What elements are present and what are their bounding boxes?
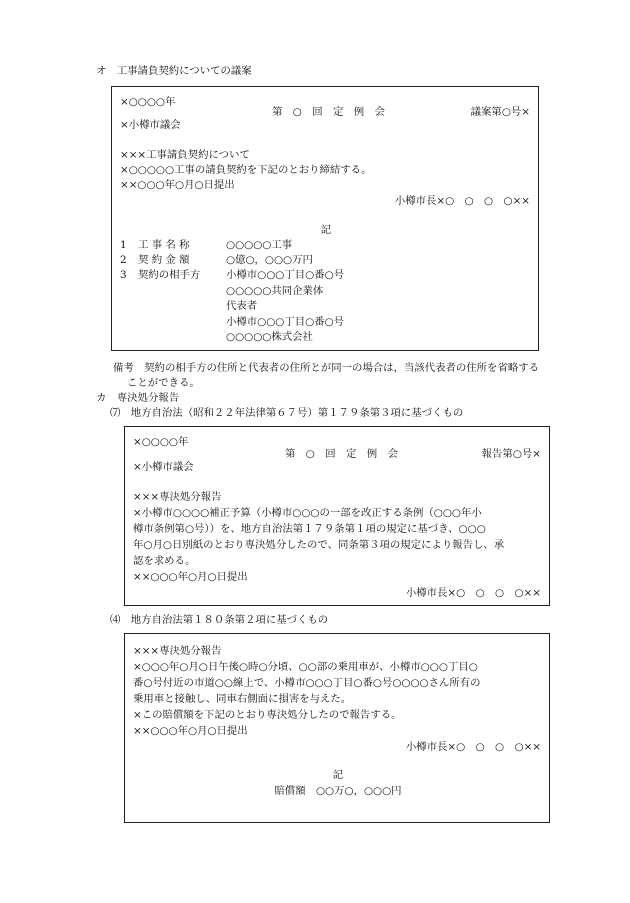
agenda-ki: 記 xyxy=(320,224,332,236)
agenda-partner-line: 代表者 xyxy=(226,300,258,312)
agenda-item-2-value: ○億○，○○○万円 xyxy=(226,254,313,266)
report2-subject: ×××専決処分報告 xyxy=(133,645,222,657)
report-box-1 xyxy=(124,426,550,606)
report1-signature: 小樽市長×○ ○ ○ ○×× xyxy=(405,587,541,599)
agenda-signature: 小樽市長×○ ○ ○ ○×× xyxy=(394,195,530,207)
report1-submitted: ××○○○年○月○日提出 xyxy=(133,571,248,583)
note-line-2: ことができる。 xyxy=(127,377,200,389)
report1-line: ×小樽市○○○○補正予算（小樽市○○○の一部を改正する条例（○○○年小 xyxy=(133,507,482,519)
report2-line: ×この賠償額を下記のとおり専決処分したので報告する。 xyxy=(133,709,402,721)
report2-line: 乗用車と接触し、同車右側面に損害を与えた。 xyxy=(133,693,352,705)
agenda-council: ×小樽市議会 xyxy=(120,119,181,131)
report1-date: ×○○○○年 xyxy=(133,436,189,448)
agenda-partner-line: 小樽市○○○丁目○番○号 xyxy=(226,316,345,328)
agenda-item-2-label: 契 約 金 額 xyxy=(138,254,190,266)
subsection-2-heading: ⑷ 地方自治法第１８０条第２項に基づくもの xyxy=(110,614,329,626)
agenda-item-3-value: 小樽市○○○丁目○番○号 xyxy=(226,269,345,281)
agenda-date: ×○○○○年 xyxy=(120,96,176,108)
report1-council: ×小樽市議会 xyxy=(133,461,194,473)
agenda-box xyxy=(111,86,539,351)
agenda-item-1-value: ○○○○○工事 xyxy=(226,239,293,251)
agenda-partner-line: ○○○○○共同企業体 xyxy=(226,285,324,297)
agenda-item-3-label: 契約の相手方 xyxy=(138,269,201,281)
agenda-partner-line: ○○○○○株式会社 xyxy=(226,331,313,343)
report1-session: 第 ○ 回 定 例 会 xyxy=(285,448,398,460)
report1-line: 年○月○日別紙のとおり専決処分したので、同条第３項の規定により報告し、承 xyxy=(133,539,505,551)
report1-line: 認を求める。 xyxy=(133,555,196,567)
report2-line: 番○号付近の市道○○線上で、小樽市○○○丁目○番○号○○○○さん所有の xyxy=(133,677,481,689)
agenda-number: 議案第○号× xyxy=(470,106,530,118)
report2-ki: 記 xyxy=(332,769,344,781)
note-line-1: 備考 契約の相手方の住所と代表者の住所とが同一の場合は，当該代表者の住所を省略する xyxy=(113,362,540,374)
agenda-session: 第 ○ 回 定 例 会 xyxy=(272,106,385,118)
report1-line: 樽市条例第○号））を、地方自治法第１７９条第１項の規定に基づき、○○○ xyxy=(133,523,486,535)
agenda-submitted: ××○○○年○月○日提出 xyxy=(120,179,235,191)
report2-amount: 賠償額 ○○万○，○○○円 xyxy=(274,785,402,797)
agenda-item-1-no: 1 xyxy=(120,239,127,251)
agenda-item-3-no: 3 xyxy=(120,269,127,281)
subsection-1-heading: ⑺ 地方自治法（昭和２２年法律第６７号）第１７９条第３項に基づくもの xyxy=(110,407,464,419)
report1-subject: ×××専決処分報告 xyxy=(133,491,222,503)
agenda-item-2-no: 2 xyxy=(120,254,127,266)
agenda-item-1-label: 工 事 名 称 xyxy=(138,239,190,251)
agenda-body: ×○○○○○工事の請負契約を下記のとおり締結する。 xyxy=(120,164,372,176)
report2-line: ×○○○年○月○日午後○時○分頃、○○部の乗用車が、小樽市○○○丁目○ xyxy=(133,661,478,673)
report2-submitted: ××○○○年○月○日提出 xyxy=(133,725,248,737)
report1-number: 報告第○号× xyxy=(481,448,541,460)
section-o-heading: オ 工事請負契約についての議案 xyxy=(96,65,252,77)
report2-signature: 小樽市長×○ ○ ○ ○×× xyxy=(405,741,541,753)
agenda-subject: ×××工事請負契約について xyxy=(120,149,250,161)
report-box-2 xyxy=(124,633,550,823)
section-ka-heading: カ 専決処分報告 xyxy=(96,392,180,404)
